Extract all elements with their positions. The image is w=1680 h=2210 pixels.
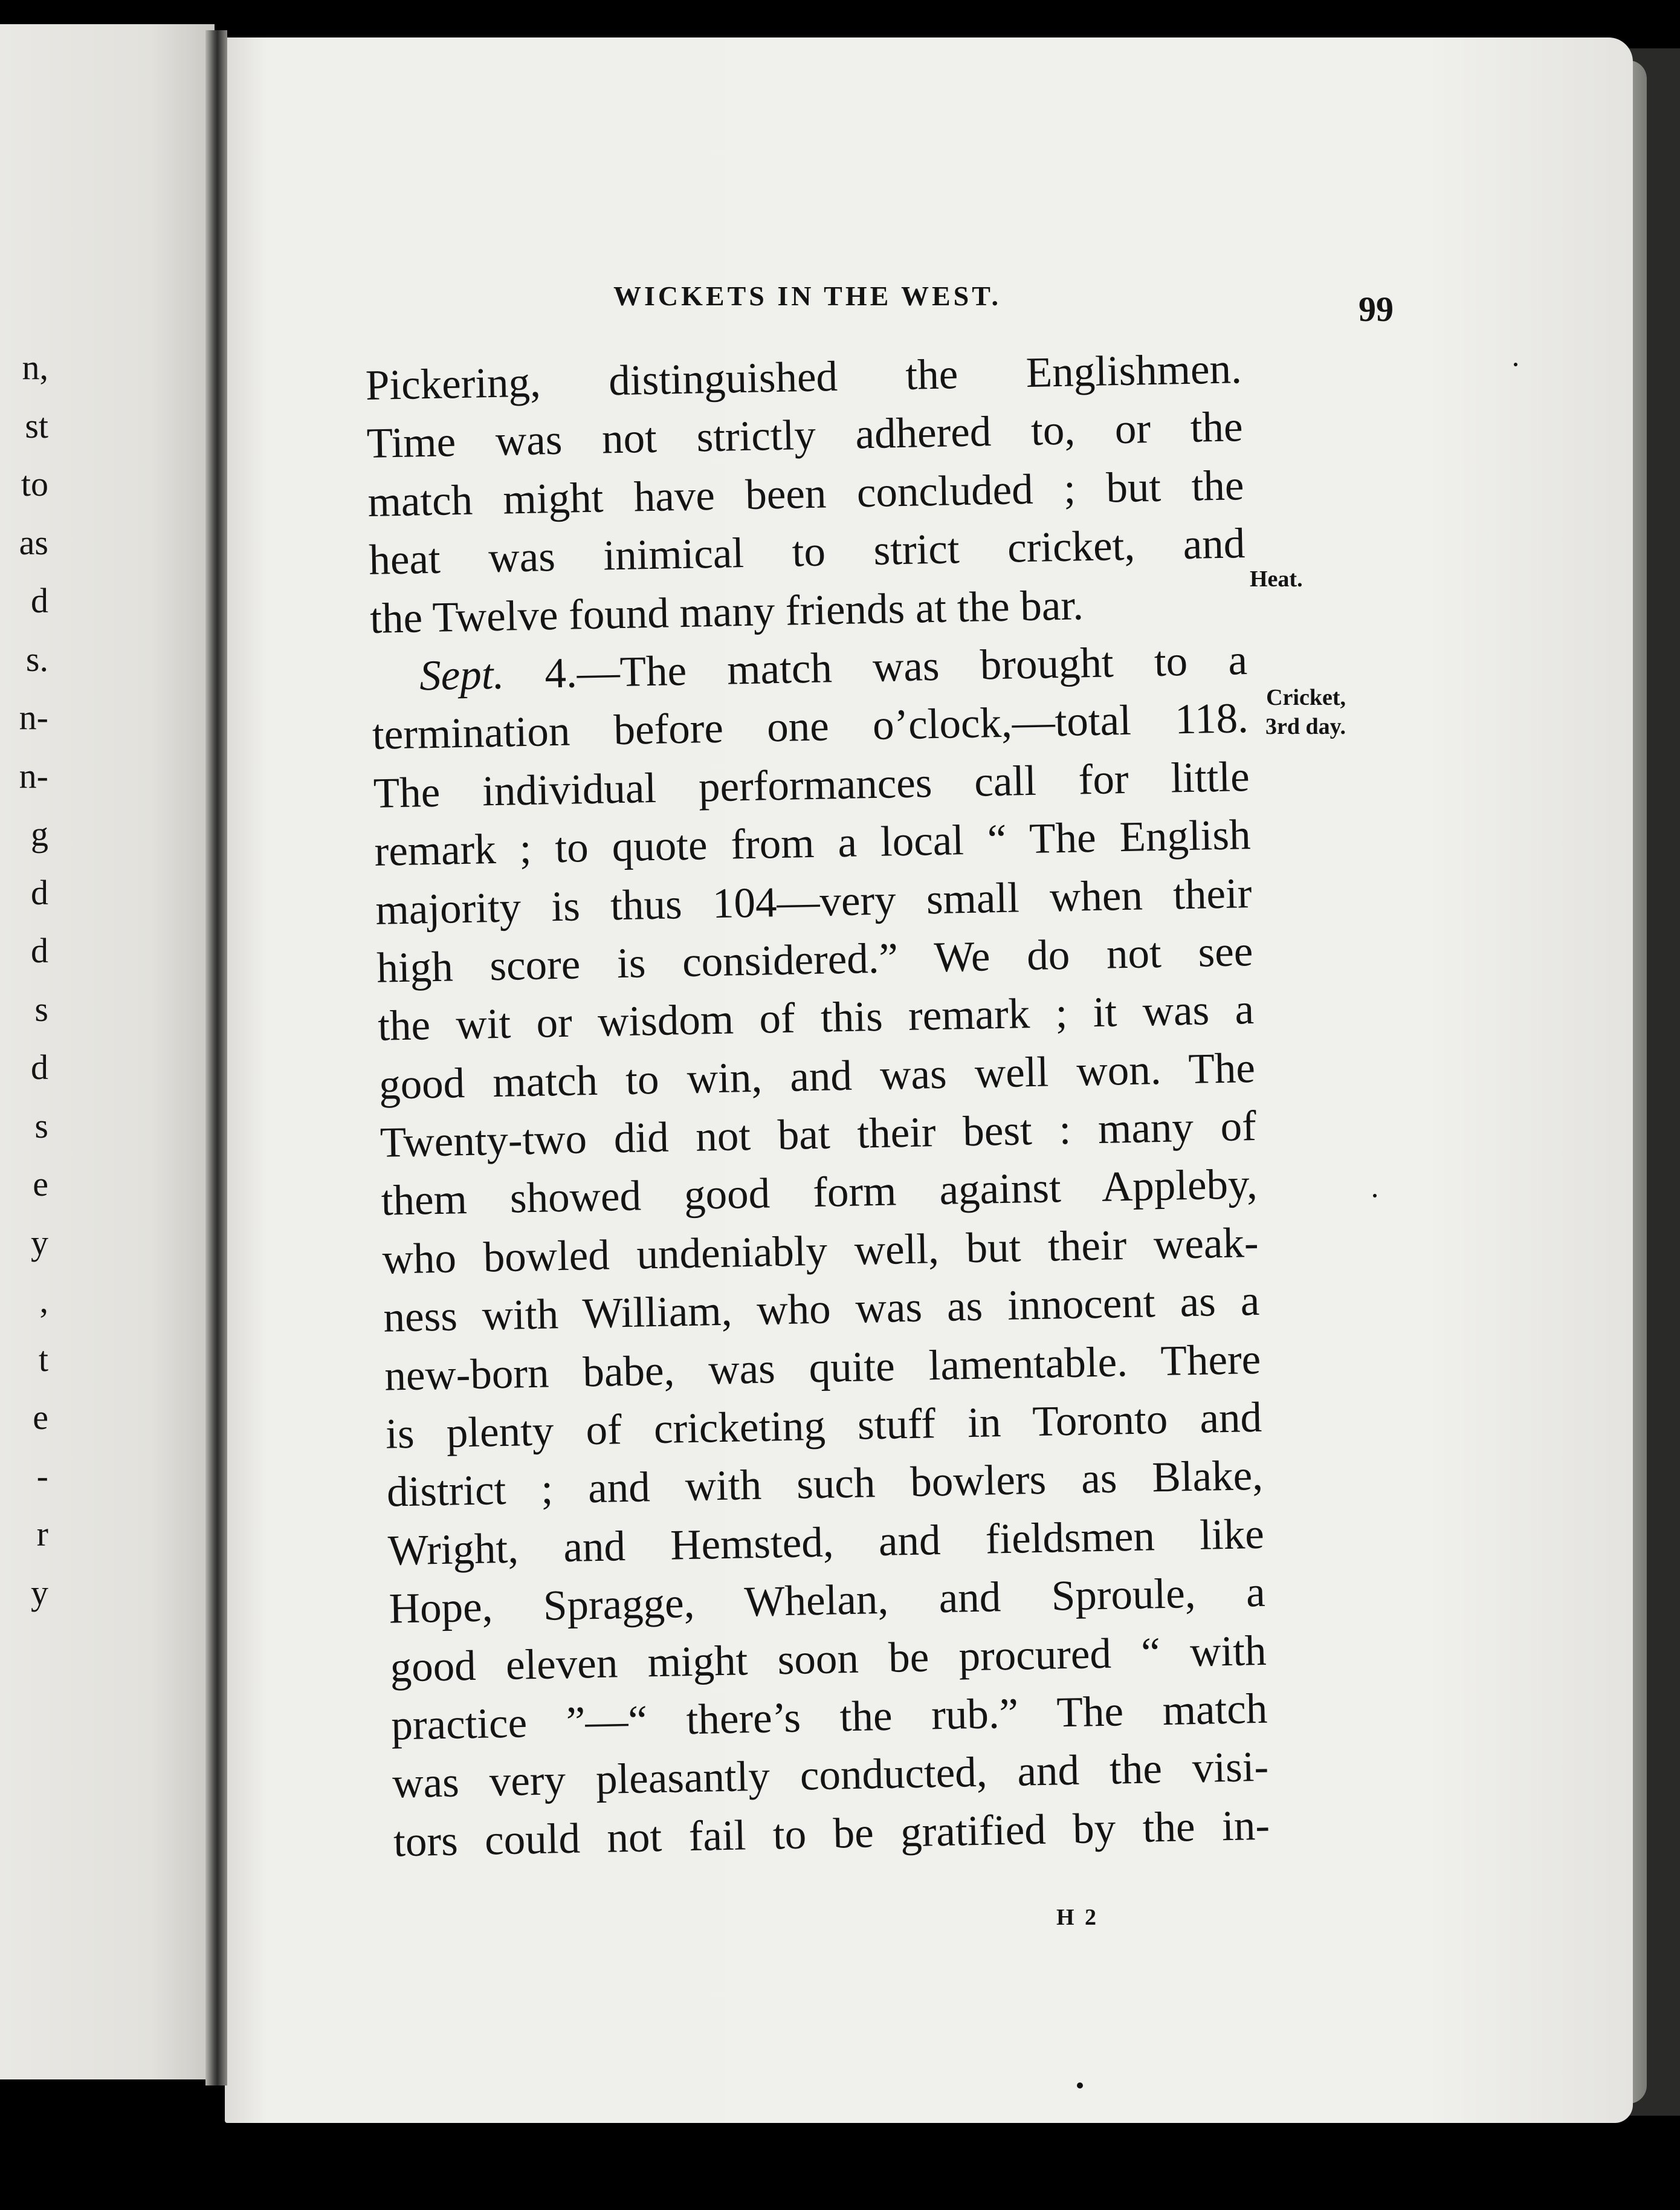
running-head: WICKETS IN THE WEST.: [613, 280, 1001, 311]
text-line: Twenty-two did not bat their best : many of: [380, 1103, 1257, 1167]
edge-fragment: n-: [19, 756, 48, 796]
ink-speck: [1373, 1194, 1377, 1197]
edge-fragment: s: [34, 1106, 48, 1146]
edge-fragment: y: [31, 1572, 48, 1612]
text-line: majority is thus 104—very small when their: [375, 869, 1253, 934]
sidenote-line: 3rd day.: [1265, 714, 1346, 739]
text-line: the Twelve found many friends at the bar.: [369, 581, 1084, 643]
edge-fragment: d: [31, 872, 48, 912]
text-line: 4.—The match was brought to a: [544, 637, 1248, 698]
text-line: high score is considered.” We do not see: [376, 927, 1253, 992]
text-line: district ; and with such bowlers as Blake,: [386, 1452, 1264, 1517]
edge-fragment: g: [31, 814, 48, 854]
edge-fragment: n-: [19, 698, 48, 737]
text-line: termination before one o’clock,—total 118.: [372, 695, 1249, 759]
edge-fragment: e: [33, 1398, 48, 1437]
edge-fragment: -: [36, 1456, 48, 1495]
edge-fragment: s: [34, 989, 48, 1029]
text-line: them showed good form against Appleby,: [381, 1161, 1258, 1225]
text-line: heat was inimical to strict cricket, and: [368, 520, 1245, 585]
body-text: [365, 340, 1270, 1871]
text-line: The individual performances call for little: [373, 753, 1250, 817]
sidenote-cricket-day: [1246, 683, 1346, 741]
edge-fragment: to: [21, 464, 48, 504]
ink-speck: [1077, 2082, 1083, 2088]
text-line: is plenty of cricketing stuff in Toronto and: [385, 1393, 1262, 1458]
edge-fragment: as: [19, 522, 48, 562]
sidenote-heat: Heat.: [1250, 566, 1303, 592]
text-line: the wit or wisdom of this remark ; it was a: [377, 986, 1255, 1051]
text-line: Wright, and Hemsted, and fieldsmen like: [387, 1510, 1265, 1575]
text-line: Pickering, distinguished the Englishmen.: [365, 345, 1242, 409]
text-line: Hope, Spragge, Whelan, and Sproule, a: [389, 1568, 1266, 1633]
text-line: Time was not strictly adhered to, or the: [366, 403, 1244, 468]
page-number: 99: [1359, 290, 1394, 329]
date-label: Sept.: [419, 650, 505, 700]
text-line: remark ; to quote from a local “ The English: [373, 811, 1252, 875]
edge-fragment: ,: [39, 1281, 48, 1320]
text-line: new-born babe, was quite lamentable. There: [384, 1335, 1261, 1400]
edge-fragment: s.: [25, 639, 48, 679]
text-line: who bowled undeniably well, but their weak-: [381, 1219, 1259, 1283]
left-page-edge-text: [0, 339, 48, 1622]
edge-fragment: n,: [22, 348, 48, 387]
text-line: tors could not fail to be gratified by the in-: [393, 1801, 1270, 1866]
text-line: match might have been concluded ; but the: [367, 461, 1245, 526]
ink-speck: [1514, 363, 1517, 366]
left-facing-page: [0, 24, 215, 2079]
text-line: good match to win, and was well won. The: [378, 1044, 1256, 1109]
edge-fragment: d: [31, 931, 48, 970]
sidenote-line: Cricket,: [1266, 685, 1346, 710]
edge-fragment: r: [36, 1514, 48, 1554]
text-line: practice ”—“ there’s the rub.” The match: [390, 1685, 1268, 1749]
edge-fragment: d: [31, 1048, 48, 1087]
edge-fragment: d: [31, 581, 48, 620]
edge-fragment: st: [25, 406, 48, 446]
book-gutter: [205, 30, 227, 2085]
text-line: was very pleasantly conducted, and the visi-: [392, 1743, 1269, 1807]
text-line: good eleven might soon be procured “ with: [389, 1627, 1267, 1691]
text-line: ness with William, who was as innocent as a: [383, 1277, 1261, 1341]
signature-mark: H 2: [1056, 1905, 1099, 1930]
edge-fragment: e: [33, 1164, 48, 1204]
edge-fragment: t: [38, 1339, 48, 1379]
edge-fragment: y: [31, 1222, 48, 1262]
